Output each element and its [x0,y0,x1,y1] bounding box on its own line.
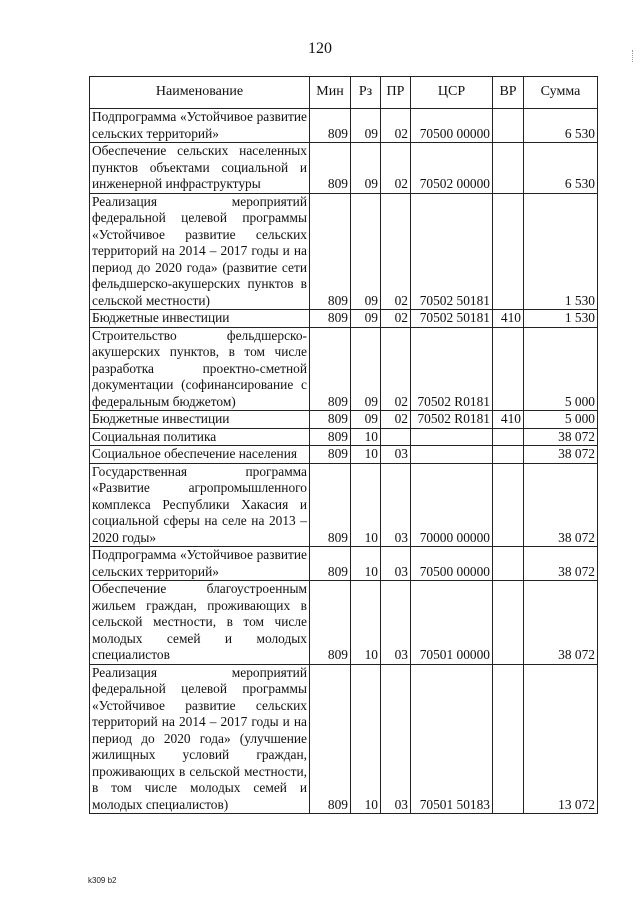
page-number: 120 [308,40,332,57]
table-row [90,310,598,328]
row-csr [411,446,493,464]
row-vr [493,581,524,665]
row-vr [493,664,524,814]
row-min: 809 [310,327,351,411]
row-csr: 70502 R0181 [411,327,493,411]
row-csr: 70502 50181 [411,193,493,310]
header-min: Мин [310,77,351,109]
row-sum: 1 530 [524,193,598,310]
row-sum: 38 072 [524,428,598,446]
row-vr [493,428,524,446]
header-csr: ЦСР [411,77,493,109]
table-header-row [90,77,598,109]
table-body [90,109,598,814]
row-csr: 70501 00000 [411,581,493,665]
row-min: 809 [310,547,351,581]
row-sum: 1 530 [524,310,598,328]
table-row [90,463,598,547]
row-name: Реализация мероприятий федеральной целевой программы «Устойчивое развитие сельских территорий на 2014 – 2017 годы и на период до 2020 года» (развитие сети фельдшерско-акушерских пунктов в сельской местности) [90,193,310,310]
row-sum: 5 000 [524,327,598,411]
header-pr: ПР [381,77,411,109]
row-rz: 10 [351,446,381,464]
row-csr: 70500 00000 [411,547,493,581]
row-vr [493,327,524,411]
row-min: 809 [310,581,351,665]
footer-code: k309 b2 [88,876,117,885]
row-name: Социальная политика [90,428,310,446]
row-rz: 10 [351,463,381,547]
row-vr [493,143,524,194]
row-sum: 6 530 [524,143,598,194]
row-pr: 03 [381,581,411,665]
row-vr: 410 [493,310,524,328]
row-vr [493,446,524,464]
row-vr [493,193,524,310]
row-pr: 02 [381,143,411,194]
row-pr [381,428,411,446]
row-pr: 03 [381,446,411,464]
header-vr: ВР [493,77,524,109]
row-name: Социальное обеспечение населения [90,446,310,464]
row-pr: 03 [381,547,411,581]
row-name: Обеспечение сельских населенных пунктов объектами социальной и инженерной инфраструктуры [90,143,310,194]
row-min: 809 [310,411,351,429]
table-row [90,446,598,464]
row-min: 809 [310,446,351,464]
table-row [90,581,598,665]
row-csr: 70000 00000 [411,463,493,547]
row-name: Подпрограмма «Устойчивое развитие сельских территорий» [90,109,310,143]
row-csr: 70501 50183 [411,664,493,814]
header-sum: Сумма [524,77,598,109]
row-pr: 02 [381,327,411,411]
row-csr: 70502 R0181 [411,411,493,429]
row-min: 809 [310,664,351,814]
table-row [90,143,598,194]
row-min: 809 [310,143,351,194]
row-name: Бюджетные инвестиции [90,310,310,328]
row-name: Реализация мероприятий федеральной целевой программы «Устойчивое развитие сельских территорий на 2014 – 2017 годы и на период до 2020 года» (улучшение жилищных условий граждан, проживающих в сельской местности, в том числе молодых семей и молодых специалистов) [90,664,310,814]
row-pr: 02 [381,310,411,328]
row-name: Бюджетные инвестиции [90,411,310,429]
row-rz: 09 [351,327,381,411]
row-csr [411,428,493,446]
row-min: 809 [310,463,351,547]
row-min: 809 [310,428,351,446]
row-rz: 09 [351,109,381,143]
row-rz: 10 [351,547,381,581]
row-name: Подпрограмма «Устойчивое развитие сельских территорий» [90,547,310,581]
table-row [90,327,598,411]
row-min: 809 [310,310,351,328]
row-pr: 02 [381,411,411,429]
row-vr [493,109,524,143]
row-csr: 70502 00000 [411,143,493,194]
row-vr: 410 [493,411,524,429]
row-rz: 09 [351,193,381,310]
margin-mark [632,50,636,62]
header-name: Наименование [90,77,310,109]
row-min: 809 [310,193,351,310]
table-row [90,193,598,310]
table-row [90,109,598,143]
row-sum: 6 530 [524,109,598,143]
row-sum: 5 000 [524,411,598,429]
row-rz: 10 [351,664,381,814]
row-pr: 03 [381,463,411,547]
row-csr: 70500 00000 [411,109,493,143]
header-rz: Рз [351,77,381,109]
row-name: Государственная программа «Развитие агропромышленного комплекса Республики Хакасия и социальной сферы на селе на 2013 – 2020 годы» [90,463,310,547]
row-pr: 02 [381,109,411,143]
row-pr: 02 [381,193,411,310]
row-rz: 09 [351,310,381,328]
row-rz: 09 [351,411,381,429]
row-pr: 03 [381,664,411,814]
row-rz: 09 [351,143,381,194]
row-name: Строительство фельдшерско-акушерских пунктов, в том числе разработка проектно-сметной документации (софинансирование с федеральным бюджетом) [90,327,310,411]
row-min: 809 [310,109,351,143]
row-sum: 13 072 [524,664,598,814]
table-row [90,428,598,446]
row-vr [493,547,524,581]
row-rz: 10 [351,581,381,665]
row-name: Обеспечение благоустроенным жильем граждан, проживающих в сельской местности, в том числе молодых семей и молодых специалистов [90,581,310,665]
row-vr [493,463,524,547]
row-sum: 38 072 [524,446,598,464]
row-sum: 38 072 [524,547,598,581]
table-row [90,547,598,581]
row-csr: 70502 50181 [411,310,493,328]
budget-table [89,76,598,814]
table-row [90,664,598,814]
row-rz: 10 [351,428,381,446]
row-sum: 38 072 [524,581,598,665]
row-sum: 38 072 [524,463,598,547]
table-row [90,411,598,429]
